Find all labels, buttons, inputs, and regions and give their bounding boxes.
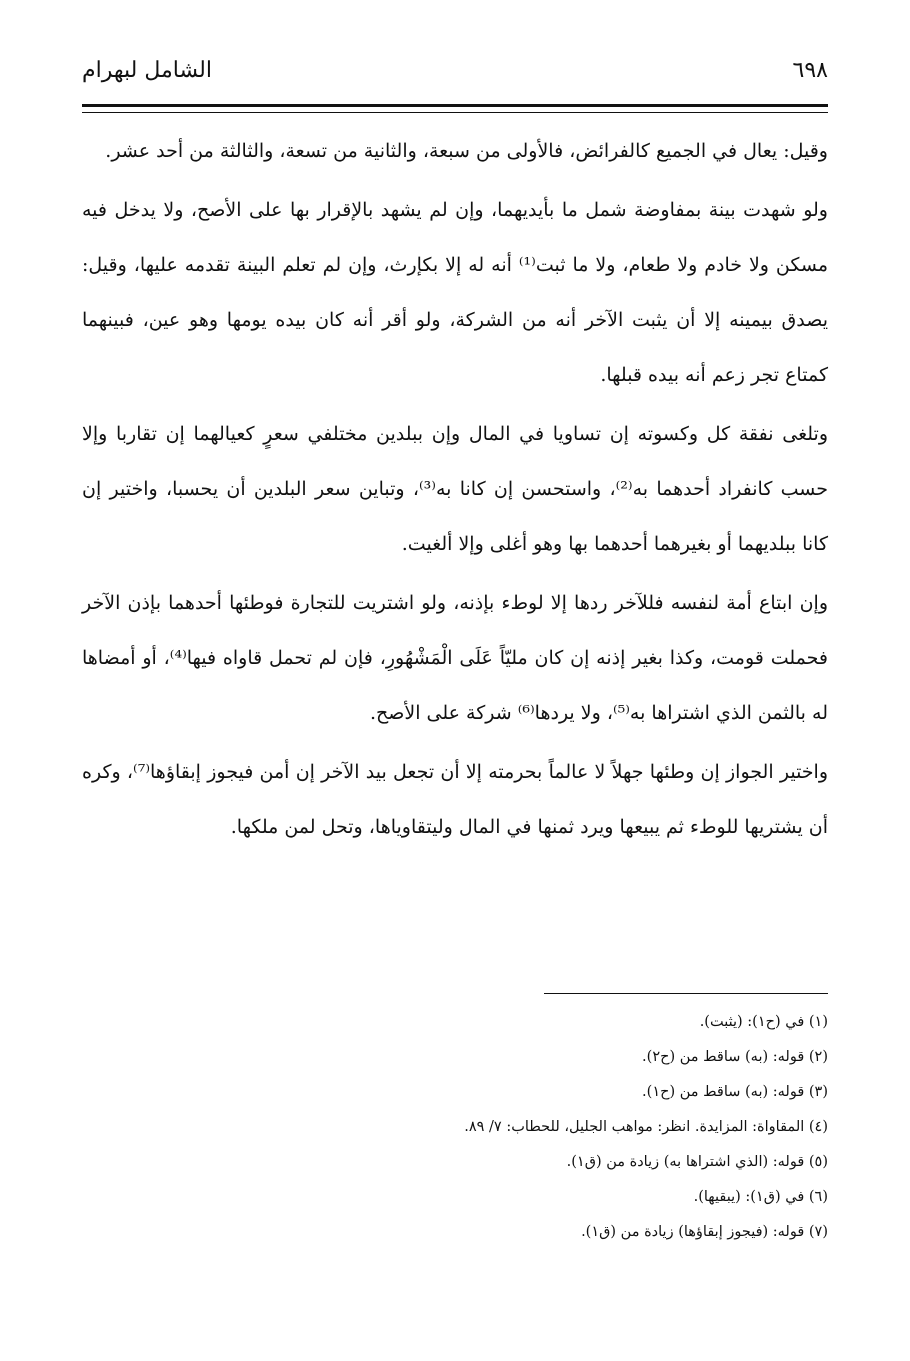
running-title: الشامل لبهرام xyxy=(82,58,212,83)
paragraph: ولو شهدت بينة بمفاوضة شمل ما بأيديهما، وإن لم يشهد بالإقرار بها على الأصح، ولا يدخل فيه مسكن ولا خادم ولا طعام، ولا ما ثبت⁽¹⁾ أنه له إلا بكإرث، وإن لم تعلم البينة تقدمه عليها، وقيل: يصدق بيمينه إلا أن يثبت الآخر أنه من الشركة، ولو أقر أنه كان بيده يومها وهو عين، فبينهما كمتاع تجر زعم أنه بيده قبلها. xyxy=(82,199,829,386)
paragraph: واختير الجواز إن وطئها جهلاً لا عالماً بحرمته إلا أن تجعل بيد الآخر إن أمن فيجوز إبقاؤها⁽⁷⁾، وكره أن يشتريها للوطء ثم يبيعها ويرد ثمنها في المال وليتقاوياها، وتحل لمن ملكها. xyxy=(82,761,829,838)
footnotes xyxy=(82,1005,828,1250)
paragraph: وتلغى نفقة كل وكسوته إن تساويا في المال وإن ببلدين مختلفي سعرٍ كعيالهما إن تقاربا وإلا حسب كانفراد أحدهما به⁽²⁾، واستحسن إن كانا به⁽³⁾، وتباين سعر البلدين أن يحسبا، واختير إن كانا ببلديهما أو بغيرهما أحدهما بها وهو أغلى وإلا ألغيت. xyxy=(82,423,829,555)
footnote-separator xyxy=(544,993,828,994)
footnote: (٣) قوله: (به) ساقط من (ح١). xyxy=(642,1084,828,1100)
footnote: (٤) المقاواة: المزايدة. انظر: مواهب الجليل، للحطاب: ٧/ ٨٩. xyxy=(464,1119,828,1135)
footnote: (٦) في (ق١): (يبقيها). xyxy=(693,1189,828,1205)
header-rule-thick xyxy=(82,104,828,107)
page-header xyxy=(82,52,828,96)
footnote: (١) في (ح١): (يثبت). xyxy=(699,1014,828,1030)
header-rule-thin xyxy=(82,112,828,113)
footnote: (٢) قوله: (به) ساقط من (ح٢). xyxy=(642,1049,828,1065)
paragraph: وإن ابتاع أمة لنفسه فللآخر ردها إلا لوطء بإذنه، ولو اشتريت للتجارة فوطئها أحدهما بإذن الآخر فحملت قومت، وكذا بغير إذنه إن كان مليّاً عَلَى الْمَشْهُورِ، فإن لم تحمل قاواه فيها⁽⁴⁾، أو أمضاها له بالثمن الذي اشتراها به⁽⁵⁾، ولا يردها⁽⁶⁾ شركة على الأصح. xyxy=(82,592,828,724)
footnote: (٥) قوله: (الذي اشتراها به) زيادة من (ق١). xyxy=(566,1154,828,1170)
footnote: (٧) قوله: (فيجوز إبقاؤها) زيادة من (ق١). xyxy=(581,1224,828,1240)
paragraph: وقيل: يعال في الجميع كالفرائض، فالأولى من سبعة، والثانية من تسعة، والثالثة من أحد عشر. xyxy=(105,140,828,162)
main-text xyxy=(82,124,828,859)
page-number: ٦٩٨ xyxy=(792,58,828,83)
